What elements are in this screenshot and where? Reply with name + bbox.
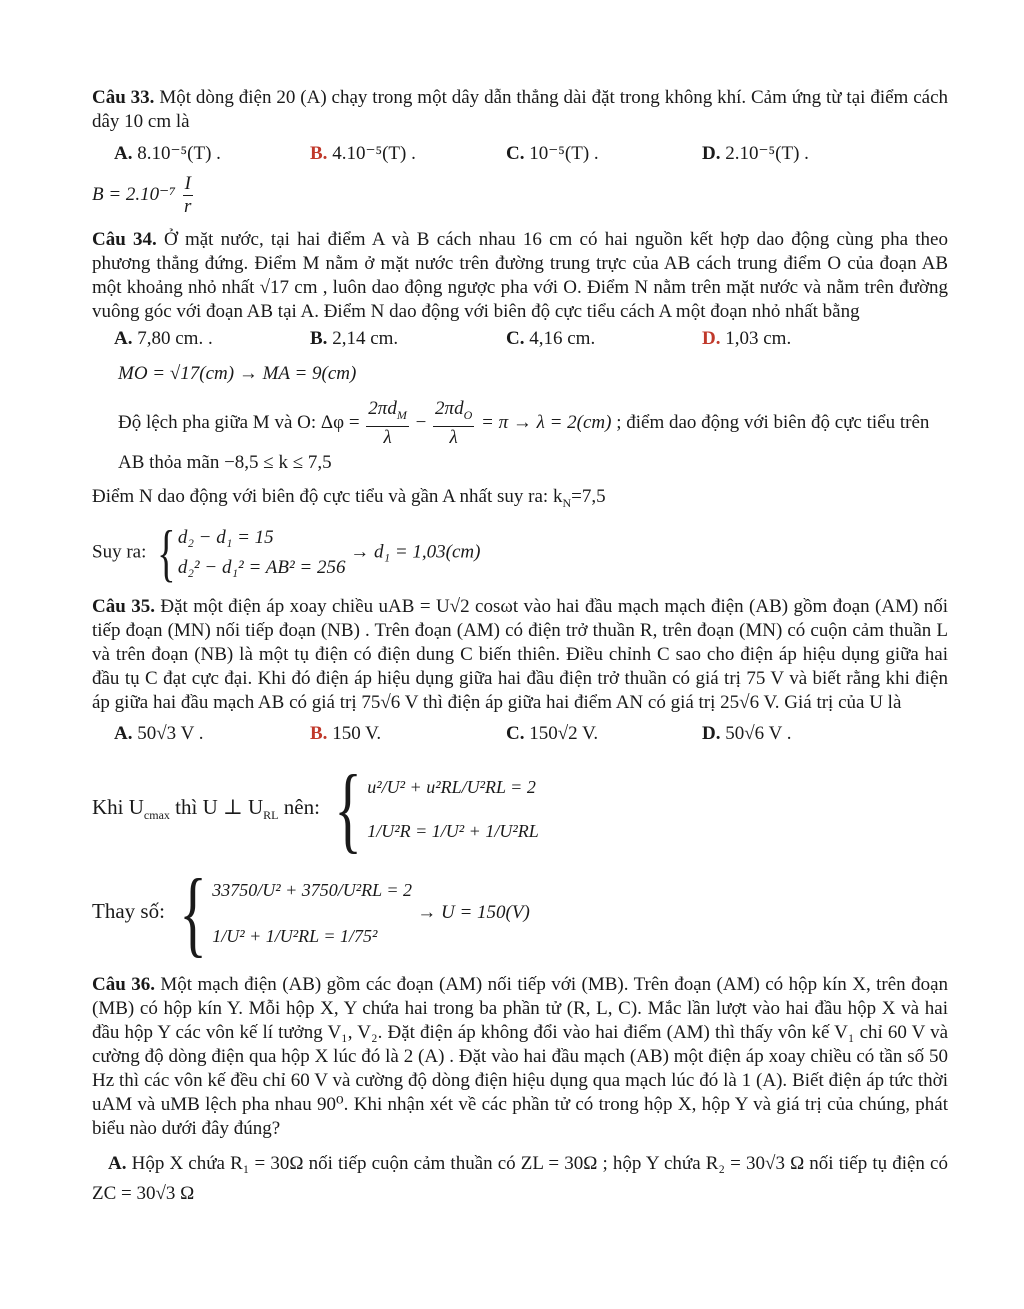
system-row: u²/U² + u²RL/U²RL = 2 <box>367 776 536 797</box>
option-key: C. <box>506 143 525 164</box>
option-key: B. <box>310 328 328 349</box>
perp-subscript: RL <box>263 807 279 822</box>
kn-text: Điểm N dao động với biên độ cực tiểu và gần A nhất suy ra: k <box>92 485 563 507</box>
solution-35-line2 <box>92 858 948 966</box>
option-d <box>702 723 898 745</box>
option-key: B. <box>310 722 328 744</box>
phase-label: Độ lệch pha giữa M và O: Δφ = <box>118 411 360 433</box>
option-d <box>702 328 898 350</box>
options-35 <box>114 723 948 745</box>
fraction-numerator <box>366 398 409 427</box>
system-row: d₂² − d₁² = AB² = 256 <box>177 556 346 578</box>
minus-sign: − <box>415 411 427 433</box>
option-c <box>506 142 702 165</box>
system-rows <box>212 867 412 959</box>
equation-system <box>325 754 539 862</box>
option-key: A. <box>114 328 133 349</box>
ucmax-label: Khi U <box>92 794 144 819</box>
fraction-denominator: r <box>184 196 192 217</box>
system-row: 1/U²R = 1/U² + 1/U²RL <box>367 820 539 841</box>
phase-result: = π → λ = 2(cm) <box>481 411 612 433</box>
nen-label: nên: <box>283 794 320 819</box>
suy-ra-label: Suy ra: <box>92 540 147 562</box>
option-b <box>310 328 506 350</box>
option-value: Hộp X chứa R₁ = 30Ω nối tiếp cuộn cảm thuần có ZL = 30Ω ; hộp Y chứa R₂ = 30√3 Ω nối tiếp tụ điện có ZC = 30√3 Ω <box>92 1152 948 1204</box>
numerator-text: 2πd <box>368 398 397 419</box>
option-value: 50√3 V . <box>137 722 204 744</box>
system-row: d₂ − d₁ = 15 <box>177 526 274 548</box>
option-key: A. <box>114 143 133 164</box>
question-label: Câu 33. <box>92 87 155 108</box>
option-key: C. <box>506 722 525 744</box>
option-c <box>506 723 702 745</box>
option-value: 7,80 cm. . <box>137 328 213 349</box>
system-row: 1/U² + 1/U²RL = 1/75² <box>212 925 378 946</box>
question-34 <box>92 228 948 324</box>
brace-icon: { <box>334 754 363 862</box>
option-key: D. <box>702 722 721 744</box>
equation-system <box>170 858 413 966</box>
option-key: A. <box>108 1152 127 1174</box>
fraction-denominator: λ <box>449 426 458 448</box>
solution-35-line1 <box>92 754 948 862</box>
question-text: Ở mặt nước, tại hai điểm A và B cách nhau 16 cm có hai nguồn kết hợp dao động cùng pha theo phương thẳng đứng. Điểm M nằm ở mặt nước trên đường trung trực của AB cách trung điểm O của đoạn AB một khoảng nhỏ nhất √17 cm , luôn dao động ngược pha với O. Điểm N nằm trên mặt nước và nằm trên đường vuông góc với đoạn AB tại A. Điểm N dao động với biên độ cực tiểu cách A một đoạn nhỏ nhất bằng <box>92 229 948 322</box>
solution-34-line3 <box>92 483 948 517</box>
question-text: Một mạch điện (AB) gồm các đoạn (AM) nối tiếp với (MB). Trên đoạn (AM) có hộp kín X, trên đoạn (MB) có hộp kín Y. Mỗi hộp X, Y chứa hai trong ba phần tử (R, L, C). Mắc lần lượt vào hai đầu hộp X và hai đầu hộp Y các vôn kế lí tưởng V₁, V₂. Đặt điện áp không đổi vào hai điểm (AM) thì thấy vôn kế V₁ chỉ 60 V và cường độ dòng điện qua hộp X lúc đó là 2 (A) . Đặt vào hai đầu mạch (AB) một điện áp xoay chiều có tần số 50 Hz thì các vôn kế đều chỉ 60 V và cường độ dòng điện hiệu dụng qua mạch lúc đó là 1 (A). Biết điện áp tức thời uAM và uMB lệch pha nhau 90⁰. Khi nhận xét về các phần tử có trong hộp X, hộp Y và giá trị của chúng, phát biểu nào dưới đây đúng? <box>92 973 949 1139</box>
question-label: Câu 35. <box>92 595 155 617</box>
document-page <box>92 86 948 1209</box>
option-c <box>506 328 702 350</box>
kn-value: =7,5 <box>571 485 606 507</box>
question-33 <box>92 86 948 134</box>
option-value: 1,03 cm. <box>725 328 792 349</box>
option-a <box>114 328 310 350</box>
brace-icon: { <box>157 516 176 588</box>
option-key: A. <box>114 722 133 744</box>
option-key: C. <box>506 328 525 349</box>
option-b <box>310 142 506 165</box>
option-value: 8.10⁻⁵(T) . <box>137 143 221 164</box>
kn-subscript: N <box>562 495 572 510</box>
system-result: → d₁ = 1,03(cm) <box>350 540 481 562</box>
option-value: 2,14 cm. <box>332 328 399 349</box>
fraction-numerator <box>433 398 474 427</box>
numerator-subscript: M <box>396 407 407 422</box>
solution-34-line4 <box>92 516 948 588</box>
options-34 <box>114 328 948 350</box>
ucmax-subscript: cmax <box>143 807 170 822</box>
perp-text: thì U ⊥ U <box>175 794 264 819</box>
option-value: 10⁻⁵(T) . <box>529 143 599 164</box>
system-row: 33750/U² + 3750/U²RL = 2 <box>212 879 413 900</box>
option-a <box>114 723 310 745</box>
option-key: B. <box>310 143 328 164</box>
option-value: 4,16 cm. <box>529 328 596 349</box>
option-key: D. <box>702 143 721 164</box>
numerator-text: 2πd <box>435 398 464 419</box>
option-value: 150 V. <box>332 722 382 744</box>
option-d <box>702 142 898 165</box>
formula-lhs: B = 2.10⁻⁷ <box>92 183 176 205</box>
option-b <box>310 723 506 745</box>
phase-fraction-o <box>433 398 474 449</box>
fraction-denominator: λ <box>383 426 392 448</box>
question-36 <box>92 973 948 1141</box>
system-rows <box>367 765 538 853</box>
option-36-a <box>92 1149 948 1209</box>
fraction-numerator: I <box>184 173 191 194</box>
question-35 <box>92 595 948 715</box>
option-value: 4.10⁻⁵(T) . <box>332 143 416 164</box>
question-text: Một dòng điện 20 (A) chạy trong một dây dẫn thẳng dài đặt trong không khí. Cảm ứng từ tại điểm cách dây 10 cm là <box>92 87 948 132</box>
options-33 <box>114 142 948 165</box>
thay-so-label: Thay số: <box>92 898 165 923</box>
formula-fraction <box>183 173 193 218</box>
question-text: Đặt một điện áp xoay chiều uAB = U√2 cosωt vào hai đầu mạch mạch điện (AB) gồm đoạn (AM) nối tiếp đoạn (MN) nối tiếp đoạn (NB) . Trên đoạn (AM) có điện trở thuần R, trên đoạn (MN) có cuộn cảm thuần L và trên đoạn (NB) là một tụ điện có điện dung C biến thiên. Điều chỉnh C sao cho điện áp hiệu dụng giữa hai đầu tụ C đạt cực đại. Khi đó điện áp hiệu dụng giữa hai đầu điện trở thuần có giá trị 75 V và biết rằng khi điện áp giữa hai đầu mạch AB có giá trị 75√6 V thì điện áp giữa hai điểm AN có giá trị 25√6 V. Giá trị của U là <box>92 595 949 713</box>
numerator-subscript: O <box>463 407 473 422</box>
equation-system <box>151 516 346 588</box>
system-rows <box>178 523 346 583</box>
solution-33 <box>92 173 948 218</box>
option-a <box>114 142 310 165</box>
phase-tail: ; điểm dao động với biên độ cực tiểu trên AB thỏa mãn −8,5 ≤ k ≤ 7,5 <box>118 411 930 473</box>
option-value: 150√2 V. <box>529 722 599 744</box>
solution-34-line1: MO = √17(cm) → MA = 9(cm) <box>118 363 357 384</box>
option-value: 2.10⁻⁵(T) . <box>725 143 809 164</box>
question-label: Câu 36. <box>92 973 155 995</box>
phase-fraction-m <box>366 398 409 449</box>
question-label: Câu 34. <box>92 229 157 250</box>
system-result: → U = 150(V) <box>417 901 530 923</box>
option-key: D. <box>702 328 721 349</box>
solution-34-line2 <box>118 398 948 477</box>
option-value: 50√6 V . <box>725 722 792 744</box>
brace-icon: { <box>179 858 208 966</box>
